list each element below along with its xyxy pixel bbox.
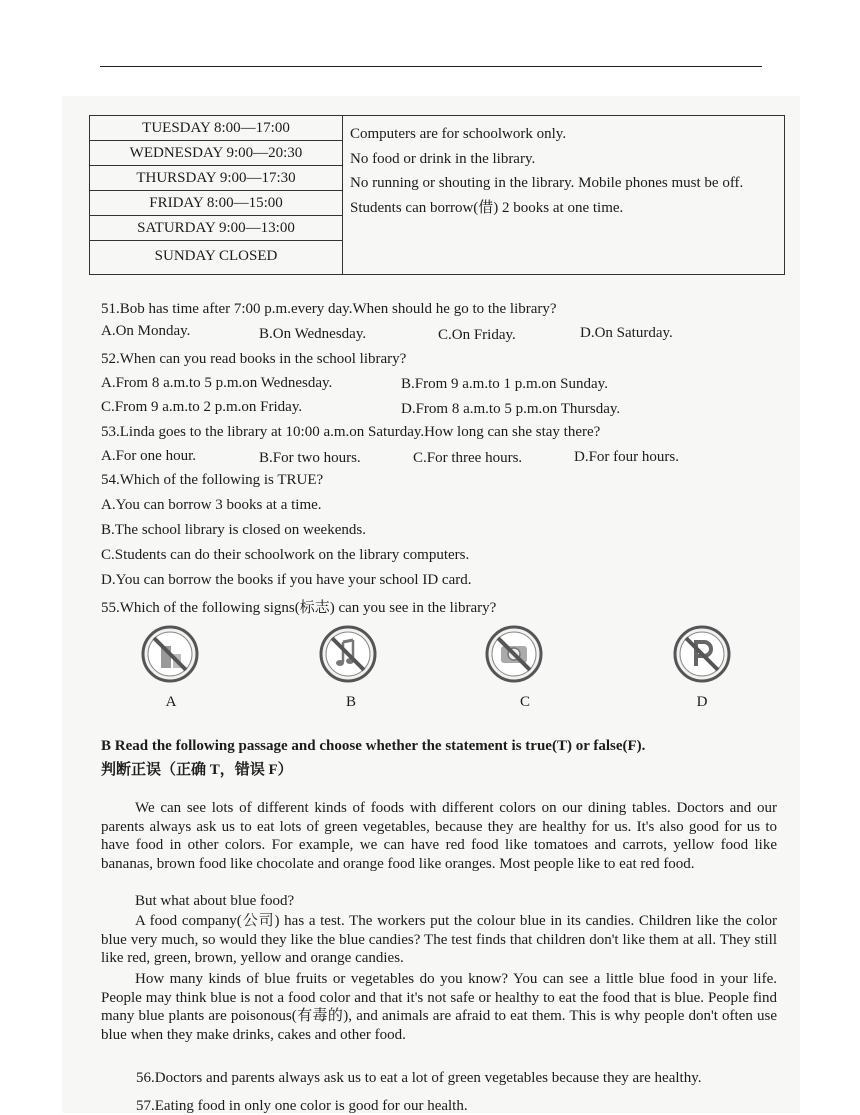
no-food-drink-icon[interactable] [140, 624, 200, 684]
q54-option-b[interactable]: B.The school library is closed on weekends. [101, 522, 366, 538]
sign-label-c: C [519, 694, 530, 710]
opening-hours-column [90, 116, 343, 274]
section-b-heading: B Read the following passage and choose whether the statement is true(T) or false(F). [101, 738, 646, 754]
q53-option-a[interactable]: A.For one hour. [101, 448, 196, 464]
library-schedule-table [89, 115, 785, 275]
q51-option-c[interactable]: C.On Friday. [438, 327, 516, 343]
hours-row-sunday: SUNDAY CLOSED [154, 248, 278, 264]
passage-paragraph-4: How many kinds of blue fruits or vegetables do you know? You can see a little blue food in your life. People may think blue is not a food color and that it's not safe or healthy to eat the food that is blue. People find many blue plants are poisonous(有毒的), and animals are afraid to eat them. This is why people don't often use blue when they make drinks, cakes and other food. [101, 971, 777, 1043]
rule-running-phones: No running or shouting in the library. Mobile phones must be off. [350, 175, 744, 191]
no-camera-icon[interactable] [484, 624, 544, 684]
rule-food-drink: No food or drink in the library. [350, 150, 536, 167]
hours-row-tuesday: TUESDAY 8:00—17:00 [90, 116, 342, 141]
hours-row-wednesday: WEDNESDAY 9:00—20:30 [90, 141, 342, 166]
hours-row-friday: FRIDAY 8:00—15:00 [90, 191, 342, 216]
no-parking-icon[interactable] [672, 624, 732, 684]
q52-option-b[interactable]: B.From 9 a.m.to 1 p.m.on Sunday. [401, 376, 608, 392]
sign-label-b: B [345, 694, 356, 710]
section-b-subheading: 判断正误（正确 T，错误 F） [101, 762, 293, 778]
passage-paragraph-2: But what about blue food? [135, 893, 295, 909]
q54-option-c[interactable]: C.Students can do their schoolwork on the library computers. [101, 547, 470, 563]
question-54: 54.Which of the following is TRUE? [101, 472, 324, 488]
hours-row-thursday: THURSDAY 9:00—17:30 [90, 166, 342, 191]
hours-row-saturday: SATURDAY 9:00—13:00 [90, 216, 342, 241]
question-52: 52.When can you read books in the school library? [101, 351, 407, 367]
q54-option-a[interactable]: A.You can borrow 3 books at a time. [101, 497, 322, 513]
q52-option-d[interactable]: D.From 8 a.m.to 5 p.m.on Thursday. [401, 401, 621, 417]
library-rules [350, 122, 780, 220]
q54-option-d[interactable]: D.You can borrow the books if you have your school ID card. [101, 572, 472, 588]
q53-option-d[interactable]: D.For four hours. [574, 449, 679, 465]
rule-computers: Computers are for schoolwork only. [350, 126, 567, 142]
no-music-icon[interactable] [318, 624, 378, 684]
question-53: 53.Linda goes to the library at 10:00 a.m.on Saturday.How long can she stay there? [101, 424, 601, 440]
statement-57: 57.Eating food in only one color is good for our health. [136, 1098, 468, 1114]
passage-paragraph-1: We can see lots of different kinds of foods with different colors on our dining tables. Doctors and our parents always ask us to eat lots of green vegetables, because they are healthy for us. It's also good for us to have food in other colors. For example, we can have red food like tomatoes and carrots, yellow food like bananas, brown food like chocolate and orange food like oranges. Most people like to eat red food. [101, 800, 777, 872]
q51-option-a[interactable]: A.On Monday. [101, 323, 191, 339]
sign-label-d: D [696, 694, 708, 710]
q52-option-a[interactable]: A.From 8 a.m.to 5 p.m.on Wednesday. [101, 375, 333, 391]
q51-option-b[interactable]: B.On Wednesday. [259, 326, 367, 342]
rule-borrow: Students can borrow(借) 2 books at one time. [350, 199, 624, 216]
header-rule [100, 66, 762, 67]
q53-option-c[interactable]: C.For three hours. [413, 450, 523, 466]
question-51: 51.Bob has time after 7:00 p.m.every day.When should he go to the library? [101, 301, 557, 317]
sign-label-a: A [165, 694, 177, 710]
question-55: 55.Which of the following signs(标志) can you see in the library? [101, 600, 497, 616]
q53-option-b[interactable]: B.For two hours. [259, 450, 361, 466]
statement-56: 56.Doctors and parents always ask us to eat a lot of green vegetables because they are healthy. [136, 1070, 702, 1086]
passage-paragraph-3: A food company(公司) has a test. The workers put the colour blue in its candies. Children like the color blue very much, so would they like the blue candies? The test finds that children don't like them at all. They still like red, green, brown, yellow and orange candies. [101, 913, 777, 966]
q51-option-d[interactable]: D.On Saturday. [580, 325, 673, 341]
q52-option-c[interactable]: C.From 9 a.m.to 2 p.m.on Friday. [101, 399, 303, 415]
